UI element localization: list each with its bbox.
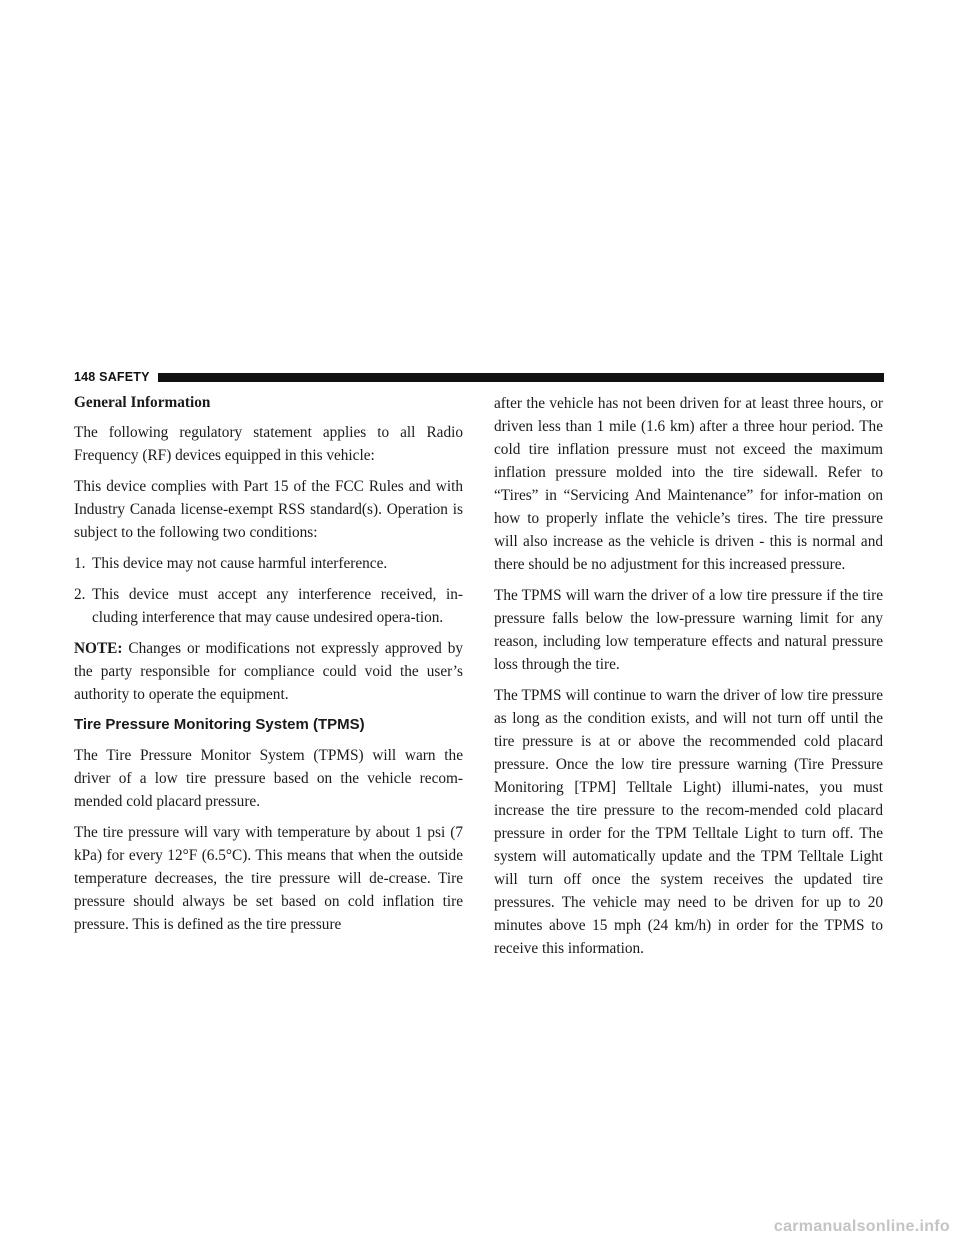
page-header-label: [74, 370, 150, 384]
paragraph: The following regulatory statement applies to all Radio Frequency (RF) devices equipped in this vehicle:: [74, 424, 463, 464]
paragraph: The TPMS will warn the driver of a low tire pressure if the tire pressure falls below the low-pressure warning limit for any reason, including low temperature effects and natural pressure loss through the tire.: [494, 587, 883, 673]
list-item: [74, 552, 463, 575]
list-number: 1.: [74, 555, 86, 572]
right-column: [494, 392, 883, 968]
paragraph: This device complies with Part 15 of the FCC Rules and with Industry Canada license-exempt RSS standard(s). Operation is subject to the following two conditions:: [74, 478, 463, 541]
note-text: Changes or modifications not expressly approved by the party responsible for compliance could void the user’s authority to operate the equipment.: [74, 640, 463, 703]
paragraph: after the vehicle has not been driven for at least three hours, or driven less than 1 mile (1.6 km) after a three hour period. The cold tire inflation pressure must not exceed the maximum inflation pressure molded into the tire sidewall. Refer to “Tires” in “Servicing And Maintenance” for infor-mation on how to properly inflate the vehicle’s tires. The tire pressure will also increase as the vehicle is driven - this is normal and there should be no adjustment for this increased pressure.: [494, 395, 883, 573]
watermark: carmanualsonline.info: [773, 1218, 950, 1235]
page-number: 148: [74, 370, 96, 384]
list-text: This device must accept any interference received, in-cluding interference that may cause undesired opera-tion.: [92, 586, 463, 626]
general-information-heading: General Information: [74, 394, 211, 411]
left-column: [74, 392, 463, 944]
paragraph: The TPMS will continue to warn the driver of low tire pressure as long as the condition exists, and will not turn off until the tire pressure is at or above the recommended cold placard pressure. Once the low tire pressure warning (Tire Pressure Monitoring [TPM] Telltale Light) illumi-nates, you must increase the tire pressure to the recom-mended cold placard pressure in order for the TPM Telltale Light to turn off. The system will automatically update and the TPM Telltale Light will turn off once the system receives the updated tire pressures. The vehicle may need to be driven for up to 20 minutes above 15 mph (24 km/h) in order for the TPMS to receive this information.: [494, 687, 883, 957]
section-title: SAFETY: [99, 370, 150, 384]
list-text: This device may not cause harmful interference.: [92, 555, 388, 572]
list-item: [74, 583, 463, 629]
note-paragraph: [74, 637, 463, 706]
paragraph: The Tire Pressure Monitor System (TPMS) will warn the driver of a low tire pressure based on the vehicle recom-mended cold placard pressure.: [74, 747, 463, 810]
note-label: NOTE:: [74, 640, 123, 657]
page-header: [74, 370, 884, 384]
paragraph: The tire pressure will vary with temperature by about 1 psi (7 kPa) for every 12°F (6.5°C). This means that when the outside temperature decreases, the tire pressure will de-crease. Tire pressure should always be set based on cold inflation tire pressure. This is defined as the tire pressure: [74, 824, 463, 933]
header-rule: [158, 373, 884, 382]
tpms-heading: Tire Pressure Monitoring System (TPMS): [74, 716, 365, 733]
list-number: 2.: [74, 586, 86, 603]
